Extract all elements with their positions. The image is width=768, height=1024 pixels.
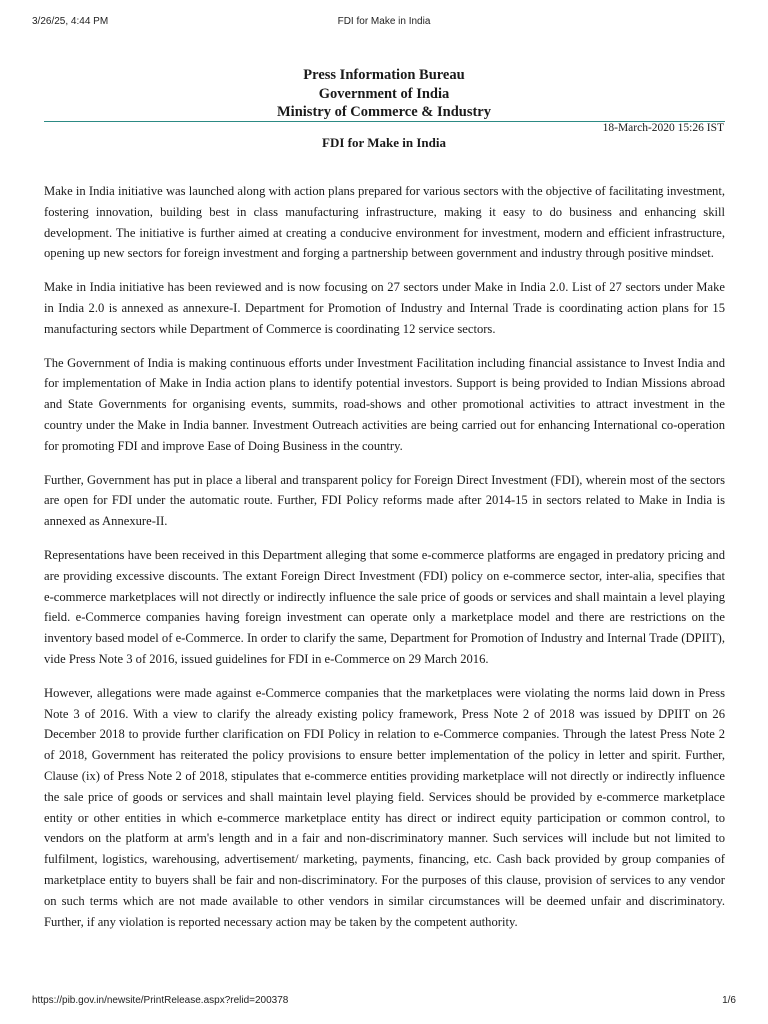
- paragraph: Further, Government has put in place a liberal and transparent policy for Foreign Direct Investment (FDI), wherein most of the sectors are open for FDI under the automatic route. Further, FDI Policy reforms made after 2014-15 in sectors related to Make in India is annexed as Annexure-II.: [44, 472, 725, 529]
- release-date: 18-March-2020 15:26 IST: [602, 122, 724, 134]
- print-footer: [0, 995, 768, 1009]
- print-page-title: FDI for Make in India: [337, 16, 431, 27]
- org-line-ministry: Ministry of Commerce & Industry: [277, 104, 491, 120]
- organization-heading: [0, 66, 768, 122]
- paragraph: However, allegations were made against e-Commerce companies that the marketplaces were violating the norms laid down in Press Note 3 of 2016. With a view to clarify the already existing policy framework, Press Note 2 of 2018 was issued by DPIIT on 26 December 2018 to provide further clarification on FDI Policy in relation to e-Commerce companies. Through the latest Press Note 2 of 2018, Government has reiterated the policy provisions to ensure better implementation of the policy in letter and spirit. Further, Clause (ix) of Press Note 2 of 2018, stipulates that e-commerce entities providing marketplace will not directly or indirectly influence the sale price of goods or services and shall maintain level playing field. Services should be provided by e-commerce marketplace entity or other entities in which e-commerce marketplace entity has direct or indirect equity participation or common control, to vendors on the platform at arm's length and in a fair and non-discriminatory manner. Such services will include but not limited to fulfilment, logistics, warehousing, advertisement/ marketing, payments, financing, etc. Cash back provided by group companies of marketplace entity to buyers shall be fair and non-discriminatory. For the purposes of this clause, provision of services to any vendor on such terms which are not made available to other vendors in similar circumstances will be deemed unfair and discriminatory. Further, if any violation is reported necessary action may be taken by the competent authority.: [44, 685, 725, 929]
- org-line-government: Government of India: [318, 85, 450, 102]
- paragraph: The Government of India is making continuous efforts under Investment Facilitation including financial assistance to Invest India and for implementation of Make in India action plans to identify potential investors. Support is being provided to Indian Missions abroad and State Governments for organising events, summits, road-shows and other promotional activities to attract investment in the country under the Make in India banner. Investment Outreach activities are being carried out for enhancing International co-operation for promoting FDI and improve Ease of Doing Business in the country.: [44, 355, 725, 453]
- print-header: [0, 16, 768, 30]
- release-title: FDI for Make in India: [322, 135, 446, 150]
- paragraph: Representations have been received in this Department alleging that some e-commerce platforms are engaged in predatory pricing and are providing excessive discounts. The extant Foreign Direct Investment (FDI) policy on e-commerce sector, inter-alia, specifies that e-commerce marketplaces will not directly or indirectly influence the sale price of goods or services and shall maintain a level playing field. e-Commerce companies having foreign investment can operate only a marketplace model and there are restrictions on the inventory based model of e-Commerce. In order to clarify the same, Department for Promotion of Industry and Internal Trade (DPIIT), vide Press Note 3 of 2016, issued guidelines for FDI in e-Commerce on 29 March 2016.: [44, 547, 725, 666]
- print-datetime: 3/26/25, 4:44 PM: [32, 16, 109, 27]
- print-url: https://pib.gov.in/newsite/PrintRelease.aspx?relid=200378: [32, 995, 289, 1006]
- release-body: [44, 181, 725, 945]
- paragraph: Make in India initiative has been reviewed and is now focusing on 27 sectors under Make in India 2.0. List of 27 sectors under Make in India 2.0 is annexed as annexure-I. Department for Promotion of Industry and Internal Trade is coordinating action plans for 15 manufacturing sectors while Department of Commerce is coordinating 12 service sectors.: [44, 280, 725, 336]
- paragraph: Make in India initiative was launched along with action plans prepared for various sectors with the objective of facilitating investment, fostering innovation, building best in class manufacturing infrastructure, making it easy to do business and enhancing skill development. The initiative is further aimed at creating a conducive environment for investment, modern and efficient infrastructure, opening up new sectors for foreign investment and forging a partnership between government and industry through positive mindset.: [44, 184, 725, 261]
- org-line-bureau: Press Information Bureau: [303, 67, 465, 83]
- page-number: 1/6: [722, 995, 736, 1006]
